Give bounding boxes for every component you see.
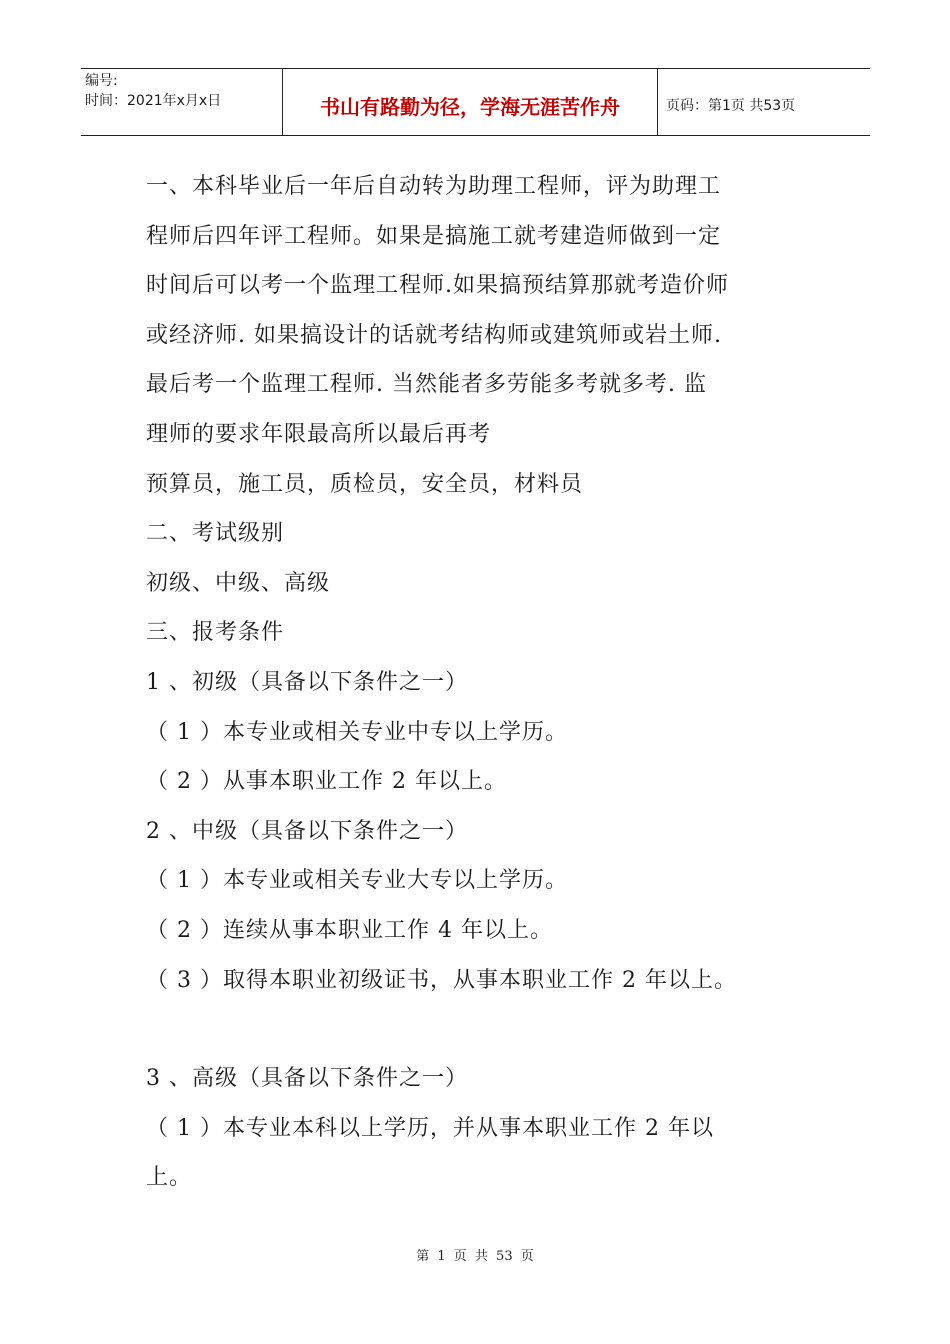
body-line: 理师的要求年限最高所以最后再考: [146, 421, 492, 447]
subsection-heading: 1 、初级（具备以下条件之一）: [146, 669, 468, 695]
body-line: 一、本科毕业后一年后自动转为助理工程师，评为助理工: [146, 174, 722, 199]
header-motto: 书山有路勤为径，学海无涯苦作舟: [283, 69, 658, 135]
header-meta: [81, 69, 283, 135]
list-item: （ 1 ）本专业本科以上学历，并从事本职业工作 2 年以: [146, 1115, 714, 1141]
list-item: （ 1 ）本专业或相关专业大专以上学历。: [146, 868, 568, 894]
page-header: [81, 68, 870, 136]
body-line: 预算员，施工员，质检员，安全员，材料员: [146, 471, 584, 497]
list-item: （ 2 ）从事本职业工作 2 年以上。: [146, 769, 507, 795]
body-line: 初级、中级、高级: [146, 570, 331, 596]
subsection-heading: 2 、中级（具备以下条件之一）: [146, 818, 468, 844]
list-item: （ 2 ）连续从事本职业工作 4 年以上。: [146, 917, 553, 943]
header-page-info: 页码：第1页 共53页: [666, 98, 796, 114]
paragraph-gap: [146, 1005, 806, 1054]
body-line: 最后考一个监理工程师. 当然能者多劳能多考就多考. 监: [146, 372, 707, 398]
page-footer: 第 1 页 共 53 页: [416, 1249, 534, 1264]
body-line: 程师后四年评工程师。如果是搞施工就考建造师做到一定: [146, 223, 722, 249]
list-item: 上。: [146, 1165, 193, 1191]
subsection-heading: 3 、高级（具备以下条件之一）: [146, 1066, 468, 1092]
body-line: 时间后可以考一个监理工程师.如果搞预结算那就考造价师: [146, 273, 729, 299]
body-line: 或经济师. 如果搞设计的话就考结构师或建筑师或岩土师.: [146, 322, 722, 348]
section-heading: 三、报考条件: [146, 620, 285, 646]
list-item: （ 1 ）本专业或相关专业中专以上学历。: [146, 719, 568, 745]
document-body: [146, 162, 806, 1203]
document-date: 时间：2021年x月x日: [85, 93, 222, 109]
section-heading: 二、考试级别: [146, 521, 285, 547]
list-item: （ 3 ）取得本职业初级证书，从事本职业工作 2 年以上。: [146, 967, 737, 993]
document-number-label: 编号:: [85, 73, 118, 89]
